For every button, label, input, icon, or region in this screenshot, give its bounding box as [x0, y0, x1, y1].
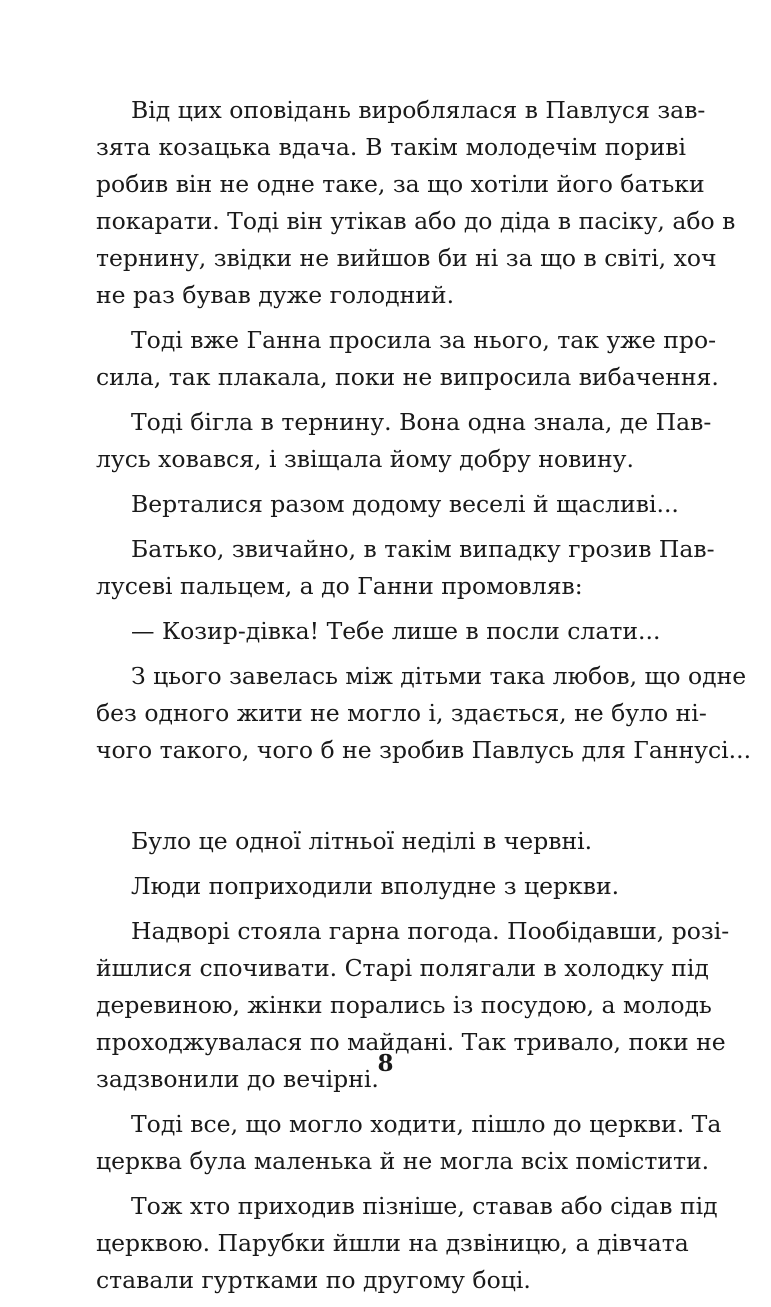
paragraph — [96, 658, 752, 769]
text-line: Батько, звичайно, в такім випадку грозив Пав- — [131, 535, 715, 563]
page-number: 8 — [377, 1050, 394, 1077]
paragraph — [96, 92, 736, 314]
text-line: Верталися разом додому веселі й щасливі... — [131, 490, 679, 518]
section-break — [96, 777, 686, 823]
text-line: без одного жити не могло і, здається, не було ні- — [96, 699, 707, 727]
text-line: зята козацька вдача. В такім молодечім пориві — [96, 133, 686, 161]
text-line: лусеві пальцем, а до Ганни промовляв: — [96, 572, 583, 600]
body-text — [96, 92, 752, 1307]
paragraph — [96, 531, 715, 605]
text-line: сила, так плакала, поки не випросила вибачення. — [96, 363, 719, 391]
text-line: Від цих оповідань вироблялася в Павлуся зав- — [131, 96, 706, 124]
text-line: не раз бував дуже голодний. — [96, 281, 455, 309]
paragraph — [96, 1106, 722, 1180]
text-line: Тоді все, що могло ходити, пішло до церкви. Та — [131, 1110, 722, 1138]
text-line: покарати. Тоді він утікав або до діда в пасіку, або в — [96, 207, 736, 235]
text-line: — Козир-дівка! Тебе лише в посли слати... — [131, 617, 661, 645]
text-line: лусь ховався, і звіщала йому добру новину. — [96, 445, 634, 473]
text-line: Тоді вже Ганна просила за нього, так уже про- — [131, 326, 717, 354]
text-line: деревиною, жінки порались із посудою, а молодь — [96, 991, 712, 1019]
text-line: Люди поприходили вполудне з церкви. — [131, 872, 620, 900]
text-line: церква була маленька й не могла всіх помістити. — [96, 1147, 710, 1175]
text-line: йшлися спочивати. Старі полягали в холодку під — [96, 954, 709, 982]
paragraph — [96, 486, 686, 523]
text-line: Було це одної літньої неділі в червні. — [131, 827, 593, 855]
paragraph — [96, 404, 712, 478]
text-line: Тоді бігла в тернину. Вона одна знала, де Пав- — [131, 408, 712, 436]
text-line: проходжувалася по майдані. Так тривало, поки не — [96, 1028, 726, 1056]
paragraph — [96, 823, 686, 860]
text-line: З цього завелась між дітьми така любов, що одне — [131, 662, 747, 690]
text-line: Надворі стояла гарна погода. Пообідавши, розі- — [131, 917, 730, 945]
paragraph — [96, 1188, 718, 1299]
text-line: ставали гуртками по другому боці. — [96, 1266, 531, 1294]
text-line: церквою. Парубки йшли на дзвіницю, а дівчата — [96, 1229, 689, 1257]
paragraph — [96, 868, 686, 905]
paragraph — [96, 322, 719, 396]
text-line: робив він не одне таке, за що хотіли його батьки — [96, 170, 705, 198]
text-line: Тож хто приходив пізніше, ставав або сідав під — [131, 1192, 718, 1220]
text-line: задзвонили до вечірні. — [96, 1065, 379, 1093]
text-line: чого такого, чого б не зробив Павлусь для Ганнусі... — [96, 736, 752, 764]
paragraph — [96, 613, 686, 650]
text-line: тернину, звідки не вийшов би ні за що в світі, хоч — [96, 244, 717, 272]
